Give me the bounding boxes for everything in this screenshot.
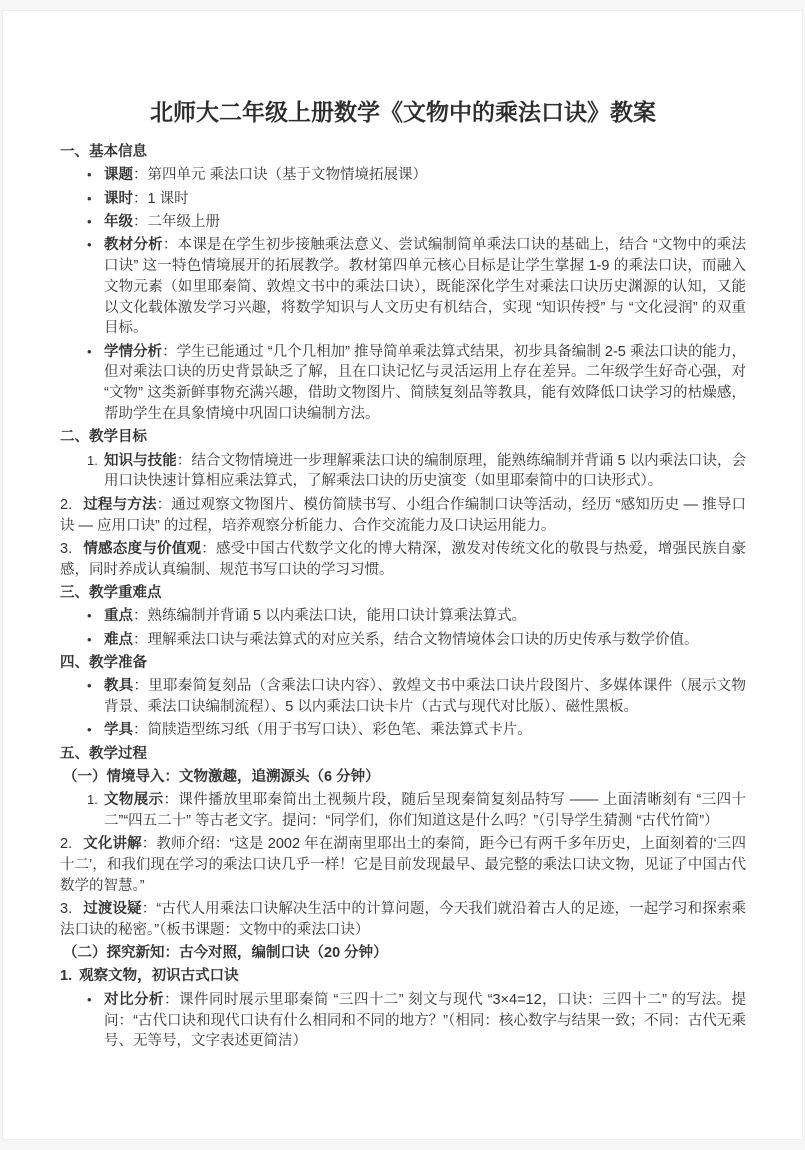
subheading-situation-intro: （一）情境导入：文物激趣，追溯源头（6 分钟） <box>63 768 380 785</box>
list-number: 1. <box>60 968 73 985</box>
list-number: 1. <box>87 452 98 468</box>
list-item-content <box>104 165 746 186</box>
list-number: 1. <box>87 792 98 808</box>
list-item-grade <box>60 212 746 233</box>
item-label: 教材分析 <box>104 237 163 254</box>
bullet-icon: • <box>87 343 92 359</box>
paragraph-process-methods <box>60 495 746 537</box>
list-item-student-aids <box>60 720 746 741</box>
item-text: ：里耶秦简复刻品（含乘法口诀内容）、敦煌文书中乘法口诀片段图片、多媒体课件（展示文物背景、乘法口诀编制流程）、5 以内乘法口诀卡片（古式与现代对比版）、磁性黑板。 <box>104 678 747 715</box>
bullet-icon: • <box>87 678 92 694</box>
document-page <box>2 10 803 1140</box>
heading-basic-info: 一、基本信息 <box>60 144 147 160</box>
item-label: 文物展示 <box>104 792 164 809</box>
item-text: ：通过观察文物图片、模仿简牍书写、小组合作编制口诀等活动，经历 “感知历史 — 推导口诀 — 应用口诀” 的过程，培养观察分析能力、合作交流能力及口诀运用能力。 <box>60 496 747 534</box>
item-text: ：本课是在学生初步接触乘法意义、尝试编制简单乘法口诀的基础上，结合 “文物中的乘法口诀” 这一特色情境展开的拓展教学。教材第四单元核心目标是让学生掌握 1-9 的乘法口诀，而融入文物元素（如里耶秦简、敦煌文书中的乘法口诀），既能深化学生对乘法口诀历史渊源的认知，又能以文化载体激发学习兴趣，将数学知识与人文历史有机结合，实现 “知识传授” 与 “文化浸润” 的双重目标。 <box>104 237 747 337</box>
heading-key-difficult-points: 三、教学重难点 <box>60 584 162 601</box>
item-text: ：第四单元 乘法口诀（基于文物情境拓展课） <box>133 167 428 184</box>
item-label: 过渡设疑 <box>83 901 142 918</box>
list-item-content <box>104 235 746 339</box>
list-number: 2. <box>60 836 73 853</box>
list-item-learner-analysis <box>60 342 746 425</box>
list-item-key-point <box>60 606 746 627</box>
item-text: ：理解乘法口诀与乘法算式的对应关系，结合文物情境体会口诀的历史传承与数学价值。 <box>133 631 699 648</box>
item-text: ：学生已能通过 “几个几相加” 推导简单乘法算式结果，初步具备编制 2-5 乘法口诀的能力，但对乘法口诀的历史背景缺乏了解，且在口诀记忆与灵活运用上存在差异。二年级学生好奇心强，对 “文物” 这类新鲜事物充满兴趣，借助文物图片、简牍复刻品等教具，能有效降低口诀学习的枯燥感，帮助学生在具象情境中巩固口诀编制方法。 <box>104 343 747 423</box>
paragraph-transition-question <box>60 899 746 941</box>
item-label: 年级 <box>104 213 133 230</box>
paragraph-affective-values <box>60 539 746 581</box>
bullet-icon: • <box>87 237 92 253</box>
list-number: 2. <box>60 496 73 513</box>
item-label: 重点 <box>104 608 133 625</box>
item-label: 学具 <box>104 722 133 739</box>
list-item-content <box>104 189 746 210</box>
list-number: 3. <box>60 540 73 557</box>
list-item-course-title <box>60 165 746 186</box>
item-label: 教具 <box>104 678 134 695</box>
bullet-icon: • <box>87 608 92 624</box>
list-item-content <box>104 676 746 718</box>
heading-teaching-preparation: 四、教学准备 <box>60 654 147 671</box>
item-text: ：感受中国古代数学文化的博大精深，激发对传统文化的敬畏与热爱，增强民族自豪感，同时养成认真编制、规范书写口诀的学习习惯。 <box>60 540 747 578</box>
bullet-icon: • <box>87 722 92 738</box>
item-label: 知识与技能 <box>104 452 177 469</box>
item-text: ：课件播放里耶秦简出土视频片段，随后呈现秦简复刻品特写 —— 上面清晰刻有 “三四十二”“四五二十” 等古老文字。提问：“同学们，你们知道这是什么吗？”（引导学生猜测 “古代竹简”） <box>104 792 746 829</box>
item-label: 难点 <box>104 631 133 648</box>
item-text: ：二年级上册 <box>133 213 220 230</box>
list-item-content <box>104 720 746 741</box>
heading-teaching-objectives: 二、教学目标 <box>60 429 147 446</box>
list-item-content <box>104 342 746 425</box>
list-item-textbook-analysis <box>60 235 746 339</box>
document-title: 北师大二年级上册数学《文物中的乘法口诀》教案 <box>150 99 656 125</box>
item-label: 情感态度与价值观 <box>83 540 202 557</box>
bullet-icon: • <box>87 167 92 183</box>
item-label: 过程与方法 <box>83 496 157 513</box>
list-item-artifact-display <box>60 790 746 832</box>
list-number: 3. <box>60 901 73 918</box>
list-item-content <box>104 990 746 1052</box>
bullet-icon: • <box>87 991 92 1007</box>
list-item-contrast-analysis <box>60 990 746 1052</box>
item-label: 课题 <box>104 167 133 184</box>
bullet-icon: • <box>87 190 92 206</box>
item-text: ：简牍造型练习纸（用于书写口诀）、彩色笔、乘法算式卡片。 <box>133 722 532 739</box>
list-item-content <box>104 451 746 493</box>
list-item-teaching-aids <box>60 676 746 718</box>
list-item-content <box>104 606 746 627</box>
subheading-explore-new-knowledge: （二）探究新知：古今对照，编制口诀（20 分钟） <box>63 945 388 962</box>
bullet-icon: • <box>87 631 92 647</box>
bullet-icon: • <box>87 213 92 229</box>
list-item-content <box>104 212 746 233</box>
item-text: ：结合文物情境进一步理解乘法口诀的编制原理，能熟练编制并背诵 5 以内乘法口诀，会用口诀快速计算相应乘法算式，了解乘法口诀的历史演变（如里耶秦简中的口诀形式）。 <box>104 452 747 490</box>
item-text: ：教师介绍：“这是 2002 年在湖南里耶出土的秦简，距今已有两千多年历史，上面刻着的‘三四十二’，和我们现在学习的乘法口诀几乎一样！它是目前发现最早、最完整的乘法口诀文物，见证了中国古代数学的智慧。” <box>60 836 746 894</box>
list-item-content <box>104 630 746 651</box>
heading-teaching-process: 五、教学过程 <box>60 745 147 762</box>
item-text: ：熟练编制并背诵 5 以内乘法口诀，能用口诀计算乘法算式。 <box>133 608 527 625</box>
item-text: ：课件同时展示里耶秦简 “三四十二” 刻文与现代 “3×4=12，口诀：三四十二” 的写法。提问：“古代口诀和现代口诀有什么相同和不同的地方？”（相同：核心数字与结果一致；不同：古代无乘号、无等号，文字表述更简洁） <box>104 991 747 1050</box>
item-label: 观察文物，初识古式口诀 <box>79 968 239 985</box>
item-label: 课时 <box>104 190 133 207</box>
item-text: ：1 课时 <box>133 190 189 207</box>
subheading-observe-artifacts <box>60 966 746 987</box>
paragraph-culture-explanation <box>60 834 746 896</box>
list-item-knowledge-skills <box>60 451 746 493</box>
item-label: 文化讲解 <box>83 836 142 853</box>
list-item-content <box>104 790 746 832</box>
item-label: 对比分析 <box>104 991 164 1008</box>
item-label: 学情分析 <box>104 343 163 360</box>
list-item-difficult-point <box>60 630 746 651</box>
list-item-course-hours <box>60 189 746 210</box>
item-text: ：“古代人用乘法口诀解决生活中的计算问题，今天我们就沿着古人的足迹，一起学习和探索乘法口诀的秘密。”（板书课题：文物中的乘法口诀） <box>60 901 746 938</box>
